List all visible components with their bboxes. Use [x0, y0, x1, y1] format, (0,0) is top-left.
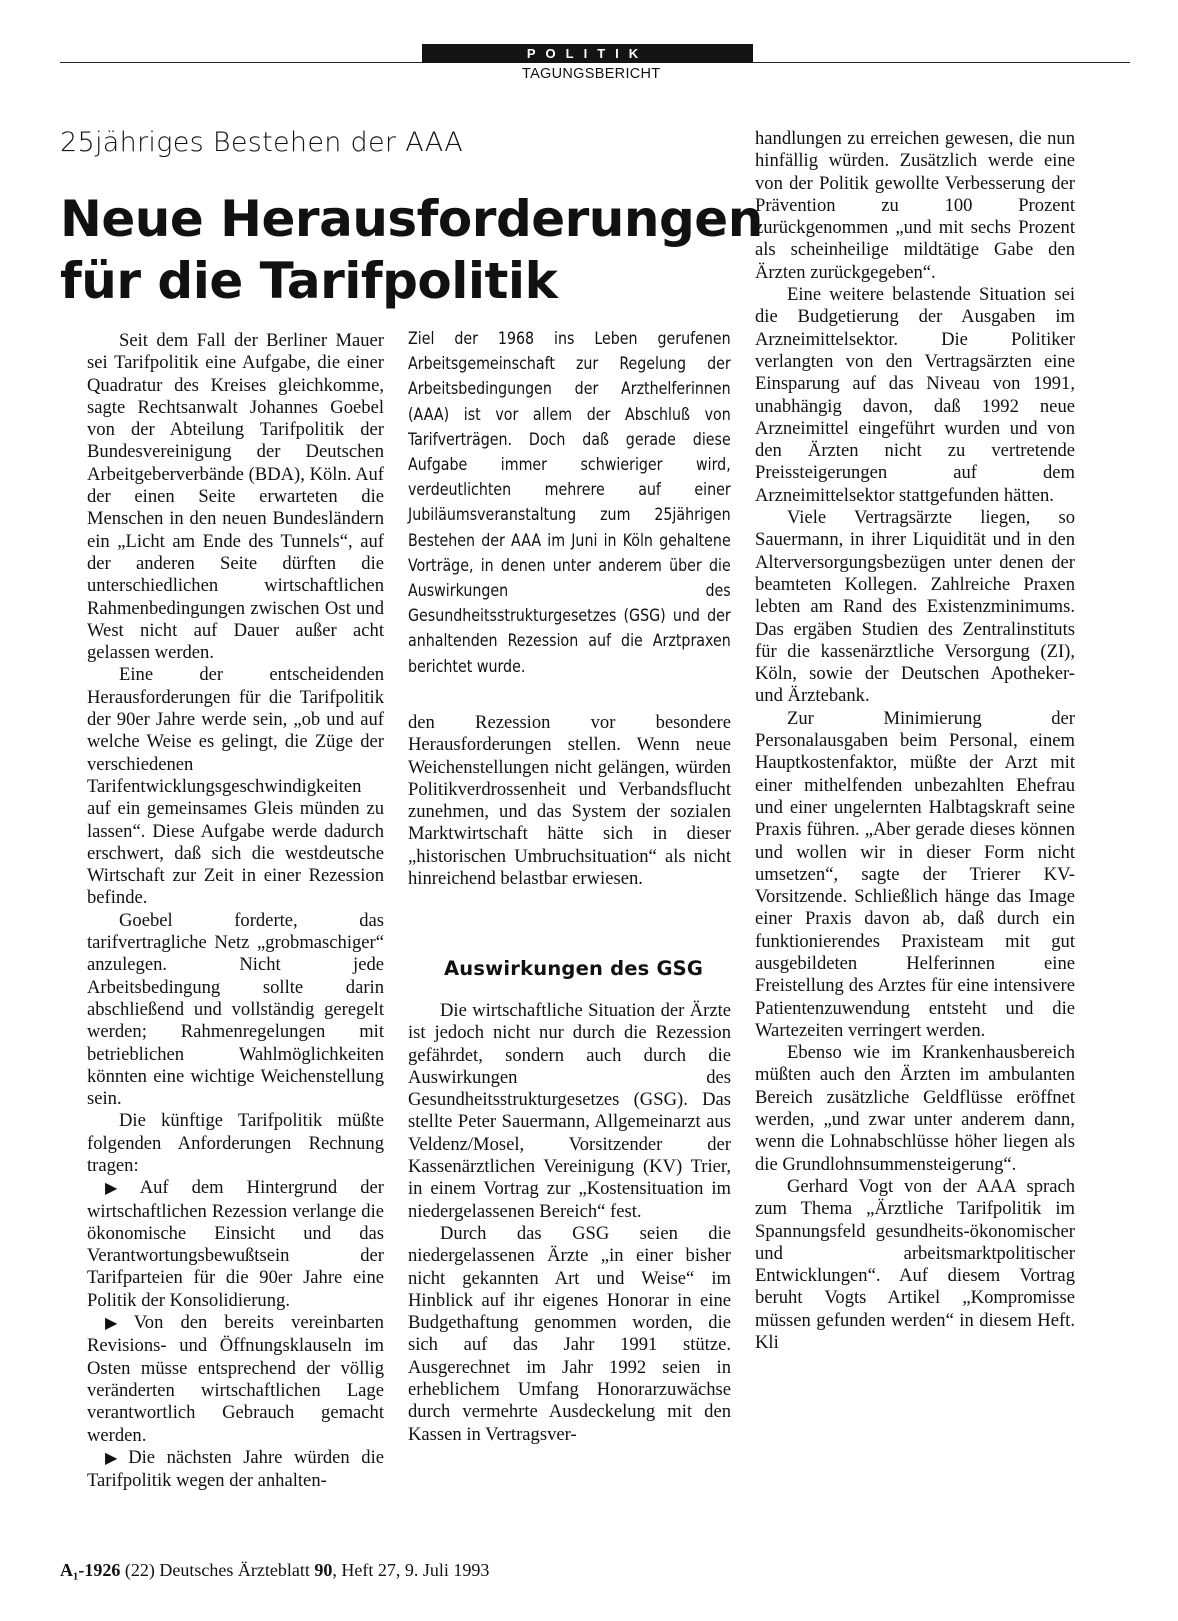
paragraph: Die künftige Tarifpolitik müßte folgenden Anforderungen Rechnung tragen:: [87, 1110, 384, 1176]
bullet-item: [87, 1177, 384, 1312]
bullet-text: Auf dem Hintergrund der wirtschaftlichen Rezession verlange die ökonomische Einsicht und das Verantwortungsbewußtsein der Tarifparteien für die 90er Jahre eine Politik der Konsolidierung.: [87, 1177, 384, 1311]
paragraph: Durch das GSG seien die niedergelassenen Ärzte „in einer bisher nicht gekannten Art und Weise“ im Hinblick auf ihr eigenes Honorar in eine Budgethaftung genommen worden, die sich auf das Jahr 1991 stütze. Ausgerechnet im Jahr 1992 seien in erheblichem Umfang Honorarzuwächse durch vermehrte Ausdeckelung mit den Kassen in Vertragsver-: [408, 1222, 731, 1445]
paragraph: Zur Minimierung der Personalausgaben beim Personal, einem Hauptkostenfaktor, müßte der Arzt mit einer mithelfenden unbezahlten Ehefrau und einer ungelernten Halbtagskraft seine Praxis führen. „Aber gerade dieses können und wollen wir in dieser Form nicht umsetzen“, sagte der Trierer KV-Vorsitzende. Schließlich hänge das Image einer Praxis davon ab, daß durch ein funktionierendes Praxisteam mit gut ausgebildeten Helferinnen eine Freistellung des Arztes für eine intensivere Patientenzuwendung entsteht und die Wartezeiten verringert werden.: [755, 707, 1075, 1041]
journal-volume: 90: [314, 1560, 333, 1580]
paragraph: Ebenso wie im Krankenhausbereich müßten auch den Ärzten im ambulanten Bereich zusätzliche Geldflüsse eröffnet werden, „und zwar unter anderem dann, wenn die Lohnabschlüsse höher liegen als die Grundlohnsummensteigerung“.: [755, 1042, 1075, 1175]
paragraph: den Rezession vor besondere Herausforderungen stellen. Wenn neue Weichenstellungen nicht gelängen, würden Politikverdrossenheit und Verbandsflucht zunehmen, und das System der sozialen Marktwirtschaft hätte sich in dieser „historischen Umbruchsituation“ als nicht hinreichend belastbar erwiesen.: [408, 712, 731, 890]
page-code: A₁-1926: [60, 1560, 121, 1580]
page-number: (22): [124, 1560, 155, 1580]
paragraph: Seit dem Fall der Berliner Mauer sei Tarifpolitik eine Aufgabe, die einer Quadratur des Kreises gleichkomme, sagte Rechtsanwalt Johannes Goebel von der Abteilung Tarifpolitik der Bundesvereinigung der Deutschen Arbeitgeberverbände (BDA), Köln. Auf der einen Seite erwarteten die Menschen in den neuen Bundesländern ein „Licht am Ende des Tunnels“, auf der anderen Seite dürften die unterschiedlichen wirtschaftlichen Rahmenbedingungen zwischen Ost und West nicht auf Dauer außer acht gelassen werden.: [87, 330, 384, 664]
headline-line-1: Neue Herausforderungen: [60, 190, 763, 248]
bullet-arrow-icon: ▶: [105, 1449, 125, 1467]
paragraph: handlungen zu erreichen gewesen, die nun hinfällig würden. Zusätzlich werde eine von der Politik gewollte Verbesserung der Prävention zu 100 Prozent zurückgenommen „und mit sechs Prozent als scheinheilige mildtätige Gabe den Ärzten zurückgegeben“.: [755, 128, 1075, 283]
paragraph: Eine weitere belastende Situation sei die Budgetierung der Ausgaben im Arzneimittelsektor. Die Politiker verlangten von den Vertragsärzten eine Einsparung auf das Niveau von 1991, unabhängig davon, daß 1992 neue Arzneimittel eingeführt wurden und von den Ärzten nicht zu vertretende Preissteigerungen auf dem Arzneimittelsektor stattgefunden hätten.: [755, 284, 1075, 506]
section-label: POLITIK: [422, 44, 753, 63]
headline-line-2: für die Tarifpolitik: [60, 252, 558, 310]
section-subheading: Auswirkungen des GSG: [444, 957, 704, 980]
bullet-text: Die nächsten Jahre würden die Tarifpolitik wegen der anhalten-: [87, 1446, 384, 1492]
paragraph: Viele Vertragsärzte liegen, so Sauermann, in ihrer Liquidität und in den Alterversorgungsbezügen unter denen der beamteten Kollegen. Zahlreiche Praxen lebten am Rand des Existenzminimums. Das ergäben Studien des Zentralinstituts für die kassenärztliche Versorgung (ZI), Köln, sowie der Deutschen Apotheker- und Ärztebank.: [755, 507, 1075, 707]
bullet-arrow-icon: ▶: [105, 1180, 136, 1198]
paragraph: Eine der entscheidenden Herausforderungen für die Tarifpolitik der 90er Jahre werde sein, „ob und auf welche Weise es gelingt, die Züge der verschiedenen Tarifentwicklungsgeschwindigkeiten auf ein gemeinsames Gleis münden zu lassen“. Diese Aufgabe werde dadurch erschwert, daß sich die westdeutsche Wirtschaft zur Zeit in einer Rezession befinde.: [87, 664, 384, 909]
bullet-item: [87, 1312, 384, 1447]
article-lead: Ziel der 1968 ins Leben gerufenen Arbeitsgemeinschaft zur Regelung der Arbeitsbedingungen der Arzthelferinnen (AAA) ist vor allem der Abschluß von Tarifverträgen. Doch daß gerade diese Aufgabe immer schwieriger wird, verdeutlichten mehrere auf einer Jubiläumsveranstaltung zum 25jährigen Bestehen der AAA im Juni in Köln gehaltene Vorträge, in denen unter anderem über die Auswirkungen des Gesundheitsstrukturgesetzes (GSG) und der anhaltenden Rezession auf die Arztpraxen berichtet wurde.: [408, 329, 731, 677]
paragraph: Goebel forderte, das tarifvertragliche Netz „grobmaschiger“ anzulegen. Nicht jede Arbeitsbedingung sollte darin abschließend und vollständig geregelt werden; Rahmenregelungen mit betrieblichen Wahlmöglichkeiten könnten eine wichtige Weichenstellung sein.: [87, 909, 384, 1110]
bullet-item: [87, 1447, 384, 1493]
paragraph: Die wirtschaftliche Situation der Ärzte ist jedoch nicht nur durch die Rezession gefährdet, sondern auch durch die Auswirkungen des Gesundheitsstrukturgesetzes (GSG). Das stellte Peter Sauermann, Allgemeinarzt aus Veldenz/Mosel, Vorsitzender der Kassenärztlichen Vereinigung (KV) Trier, in einem Vortrag zur „Kostensituation im niedergelassenen Bereich“ fest.: [408, 1000, 731, 1222]
column-middle-gsg: [408, 1000, 731, 1446]
issue-info: , Heft 27, 9. Juli 1993: [332, 1560, 490, 1580]
column-middle-continuation: [408, 712, 731, 890]
paragraph: Gerhard Vogt von der AAA sprach zum Thema „Ärztliche Tarifpolitik im Spannungsfeld gesundheits-ökonomischer und arbeitsmarktpolitischer Entwicklungen“. Auf diesem Vortrag beruht Vogts Artikel „Kompromisse müssen gefunden werden“ in diesem Heft. Kli: [755, 1175, 1075, 1354]
article-kicker: 25jähriges Bestehen der AAA: [60, 127, 464, 158]
journal-name: Deutsches Ärzteblatt: [159, 1560, 310, 1580]
page-footer: [60, 1560, 489, 1581]
column-left: [87, 330, 384, 1492]
subsection-label: TAGUNGSBERICHT: [522, 66, 661, 82]
column-right: [755, 128, 1075, 1354]
bullet-arrow-icon: ▶: [105, 1315, 130, 1333]
article-headline: [60, 188, 763, 312]
bullet-text: Von den bereits vereinbarten Revisions- und Öffnungsklauseln im Osten müsse entsprechend der völlig veränderten wirtschaftlichen Lage verantwortlich Gebrauch gemacht werden.: [87, 1312, 384, 1446]
